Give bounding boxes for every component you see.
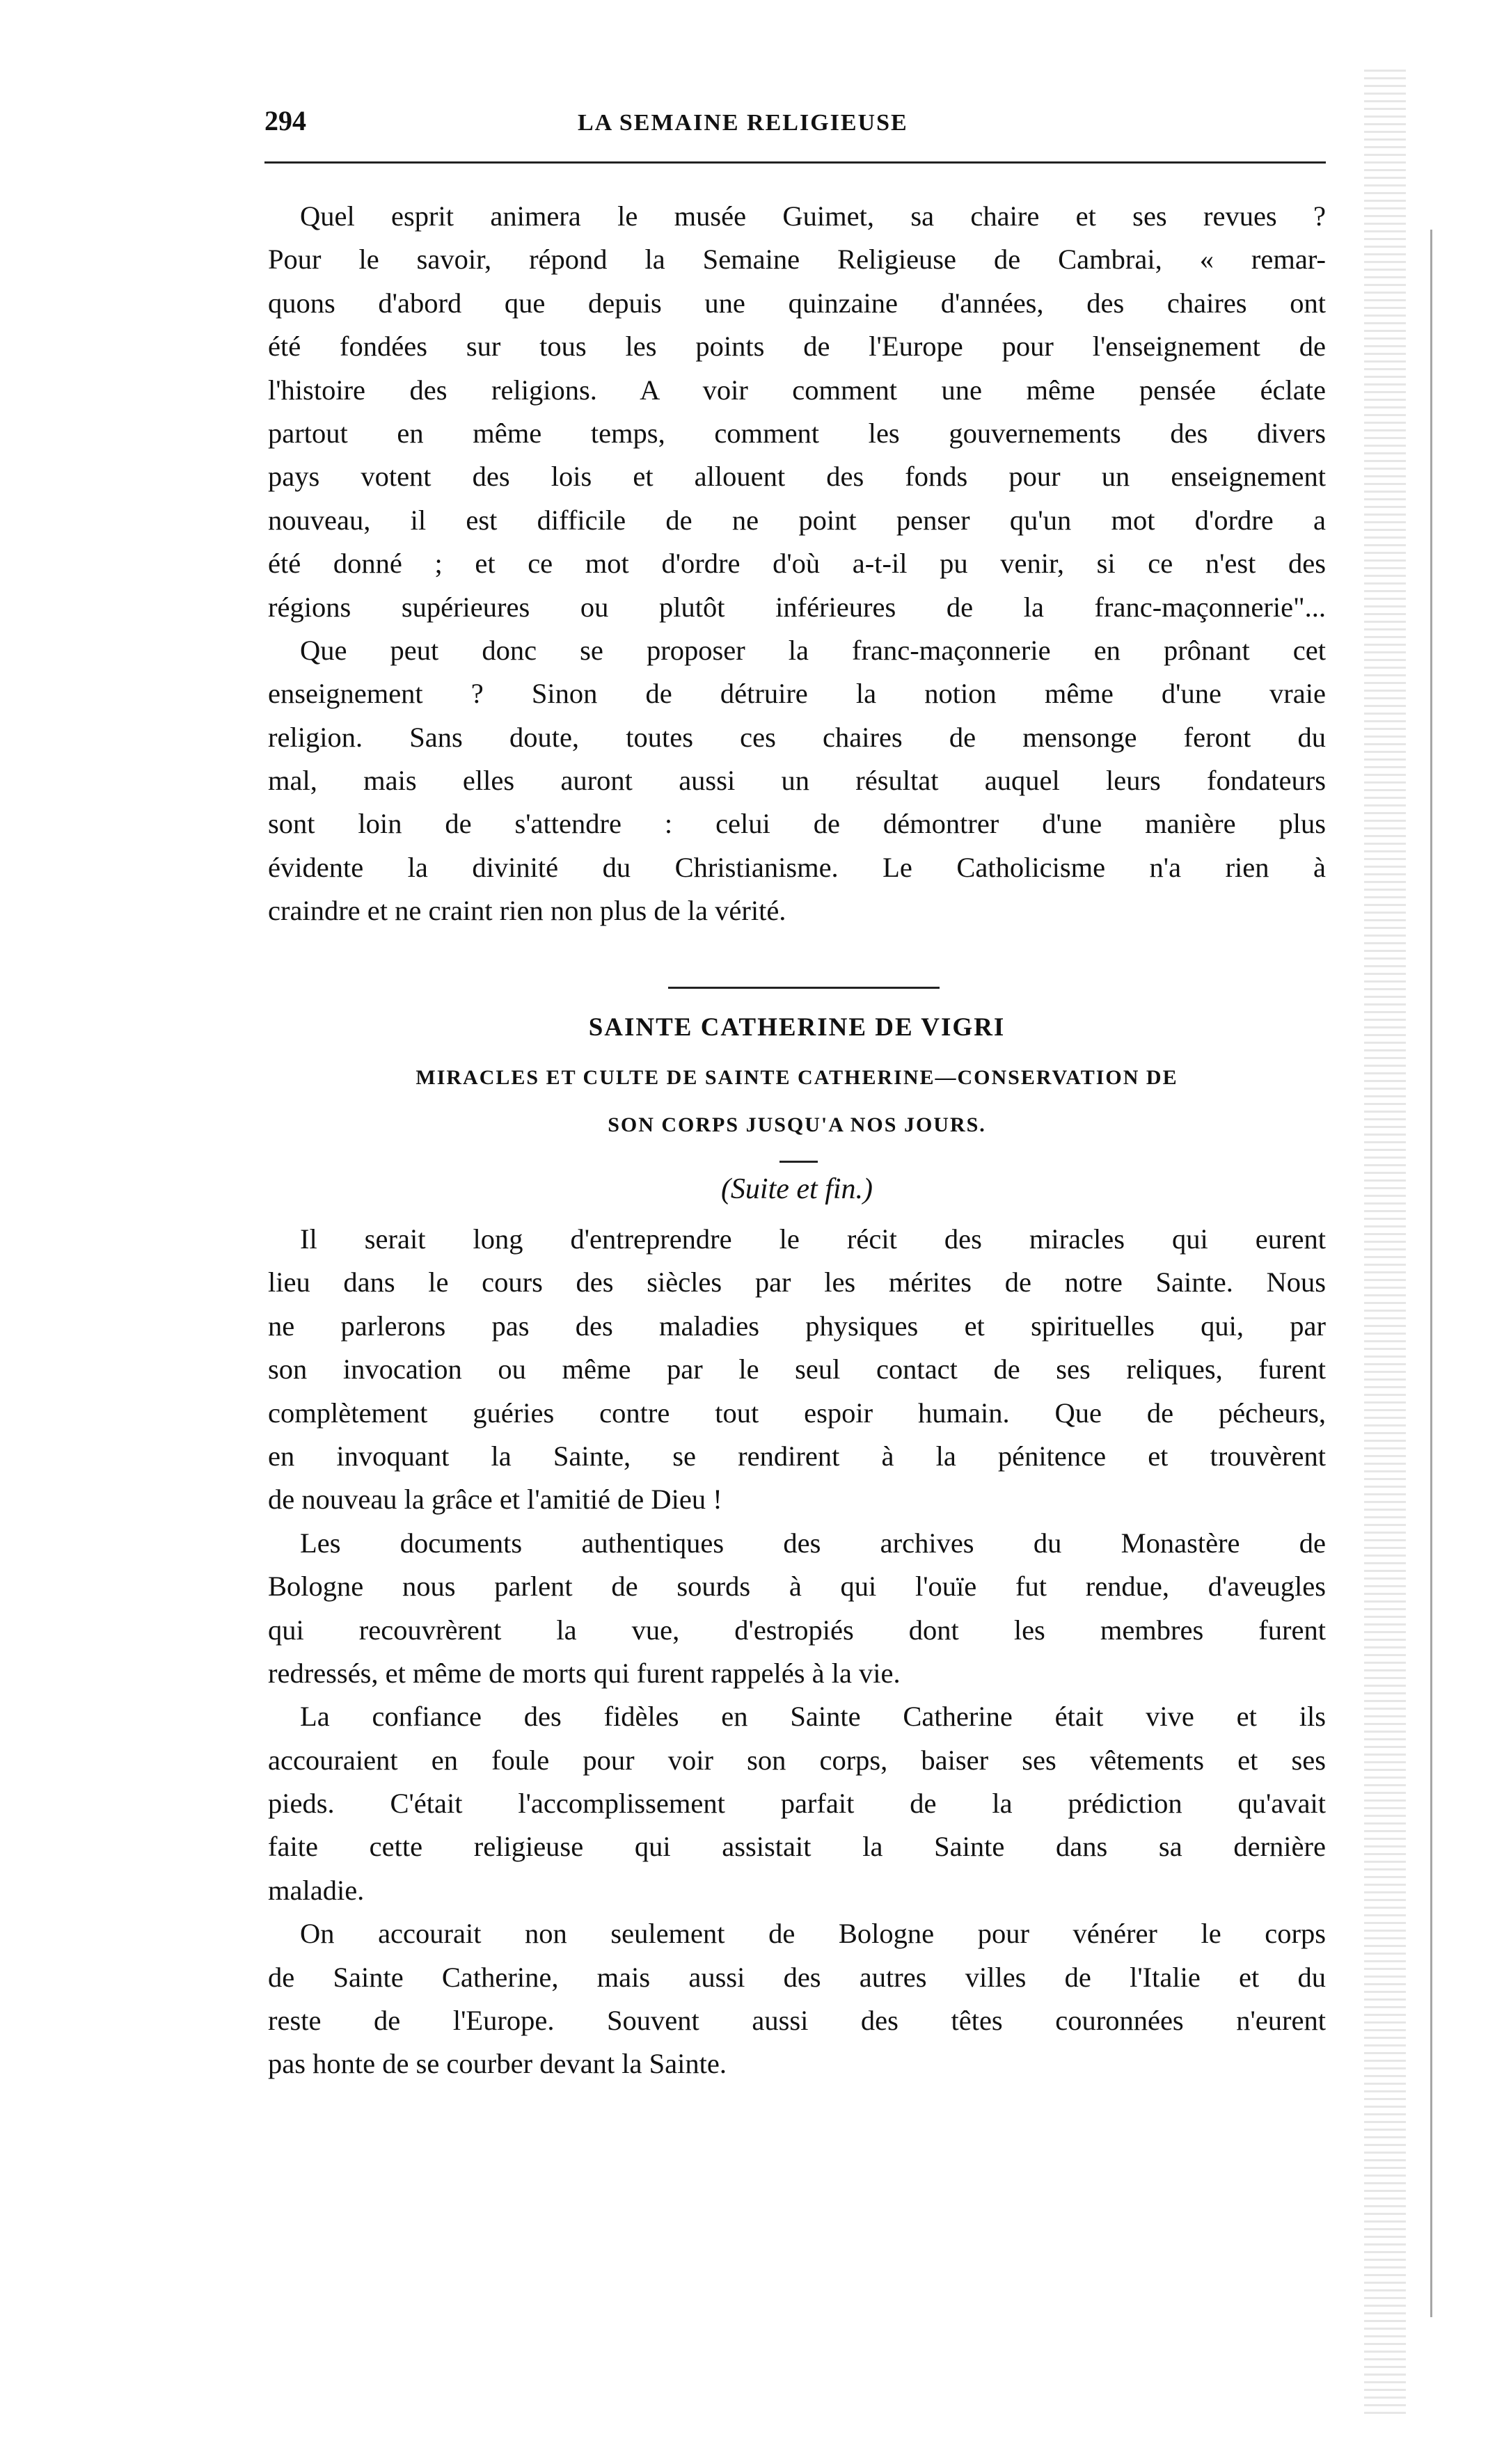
text-line: Les documents authentiques des archives du Monastère de bbox=[300, 1527, 1326, 1559]
article-subtitle-line-1: MIRACLES ET CULTE DE SAINTE CATHERINE—CONSERVATION DE bbox=[415, 1066, 1178, 1089]
text-line: On accourait non seulement de Bologne pour vénérer le corps bbox=[300, 1918, 1326, 1950]
section-separator bbox=[668, 987, 940, 989]
page-edge-line bbox=[1430, 230, 1432, 2317]
page-header bbox=[264, 104, 1336, 146]
text-line: régions supérieures ou plutôt inférieures de la franc-maçonnerie"... bbox=[268, 591, 1326, 623]
page-edge-shadow bbox=[1364, 70, 1406, 2415]
article-body bbox=[268, 1218, 1326, 2086]
text-line: ne parlerons pas des maladies physiques et spirituelles qui, par bbox=[268, 1310, 1326, 1342]
text-line: craindre et ne craint rien non plus de la vérité. bbox=[268, 895, 786, 927]
text-line: été donné ; et ce mot d'ordre d'où a-t-il pu venir, si ce n'est des bbox=[268, 548, 1326, 580]
text-line: de Sainte Catherine, mais aussi des autres villes de l'Italie et du bbox=[268, 1961, 1326, 1993]
text-line: quons d'abord que depuis une quinzaine d'années, des chaires ont bbox=[268, 287, 1326, 319]
text-line: Que peut donc se proposer la franc-maçonnerie en prônant cet bbox=[300, 634, 1326, 666]
text-line: complètement guéries contre tout espoir humain. Que de pécheurs, bbox=[268, 1397, 1326, 1429]
text-line: Pour le savoir, répond la Semaine Religieuse de Cambrai, « remar- bbox=[268, 244, 1326, 276]
text-line: religion. Sans doute, toutes ces chaires de mensonge feront du bbox=[268, 721, 1326, 753]
text-line: La confiance des fidèles en Sainte Catherine était vive et ils bbox=[300, 1701, 1326, 1733]
text-line: reste de l'Europe. Souvent aussi des têtes couronnées n'eurent bbox=[268, 2005, 1326, 2037]
text-line: enseignement ? Sinon de détruire la notion même d'une vraie bbox=[268, 678, 1326, 710]
page-number: 294 bbox=[264, 105, 306, 136]
text-line: accouraient en foule pour voir son corps, baiser ses vêtements et ses bbox=[268, 1744, 1326, 1776]
text-line: sont loin de s'attendre : celui de démontrer d'une manière plus bbox=[268, 808, 1326, 840]
subtitle-dash bbox=[779, 1161, 818, 1163]
text-line: lieu dans le cours des siècles par les mérites de notre Sainte. Nous bbox=[268, 1266, 1326, 1298]
text-line: Il serait long d'entreprendre le récit des miracles qui eurent bbox=[300, 1223, 1326, 1255]
text-line: qui recouvrèrent la vue, d'estropiés dont les membres furent bbox=[268, 1614, 1326, 1646]
text-line: l'histoire des religions. A voir comment une même pensée éclate bbox=[268, 374, 1326, 406]
text-line: partout en même temps, comment les gouvernements des divers bbox=[268, 417, 1326, 449]
text-line: pas honte de se courber devant la Sainte. bbox=[268, 2048, 727, 2080]
text-line: pieds. C'était l'accomplissement parfait de la prédiction qu'avait bbox=[268, 1788, 1326, 1820]
text-line: pays votent des lois et allouent des fonds pour un enseignement bbox=[268, 461, 1326, 493]
running-head: LA SEMAINE RELIGIEUSE bbox=[578, 110, 908, 136]
text-line: de nouveau la grâce et l'amitié de Dieu ! bbox=[268, 1484, 722, 1516]
text-line: Quel esprit animera le musée Guimet, sa chaire et ses revues ? bbox=[300, 200, 1326, 232]
text-line: faite cette religieuse qui assistait la Sainte dans sa dernière bbox=[268, 1831, 1326, 1863]
article-subtitle-line-2: SON CORPS JUSQU'A NOS JOURS. bbox=[608, 1113, 986, 1136]
text-line: redressés, et même de morts qui furent rappelés à la vie. bbox=[268, 1657, 901, 1689]
text-line: nouveau, il est difficile de ne point penser qu'un mot d'ordre a bbox=[268, 504, 1326, 536]
text-line: maladie. bbox=[268, 1874, 365, 1906]
text-line: Bologne nous parlent de sourds à qui l'ouïe fut rendue, d'aveugles bbox=[268, 1571, 1326, 1603]
continuation-note: (Suite et fin.) bbox=[720, 1173, 873, 1205]
text-line: mal, mais elles auront aussi un résultat auquel leurs fondateurs bbox=[268, 765, 1326, 797]
text-line: en invoquant la Sainte, se rendirent à la pénitence et trouvèrent bbox=[268, 1440, 1326, 1472]
article-title: SAINTE CATHERINE DE VIGRI bbox=[588, 1013, 1006, 1042]
header-rule bbox=[264, 161, 1326, 164]
text-line: son invocation ou même par le seul contact de ses reliques, furent bbox=[268, 1353, 1326, 1385]
intro-text-block bbox=[268, 195, 1326, 933]
text-line: été fondées sur tous les points de l'Europe pour l'enseignement de bbox=[268, 331, 1326, 363]
text-line: évidente la divinité du Christianisme. Le Catholicisme n'a rien à bbox=[268, 851, 1326, 883]
